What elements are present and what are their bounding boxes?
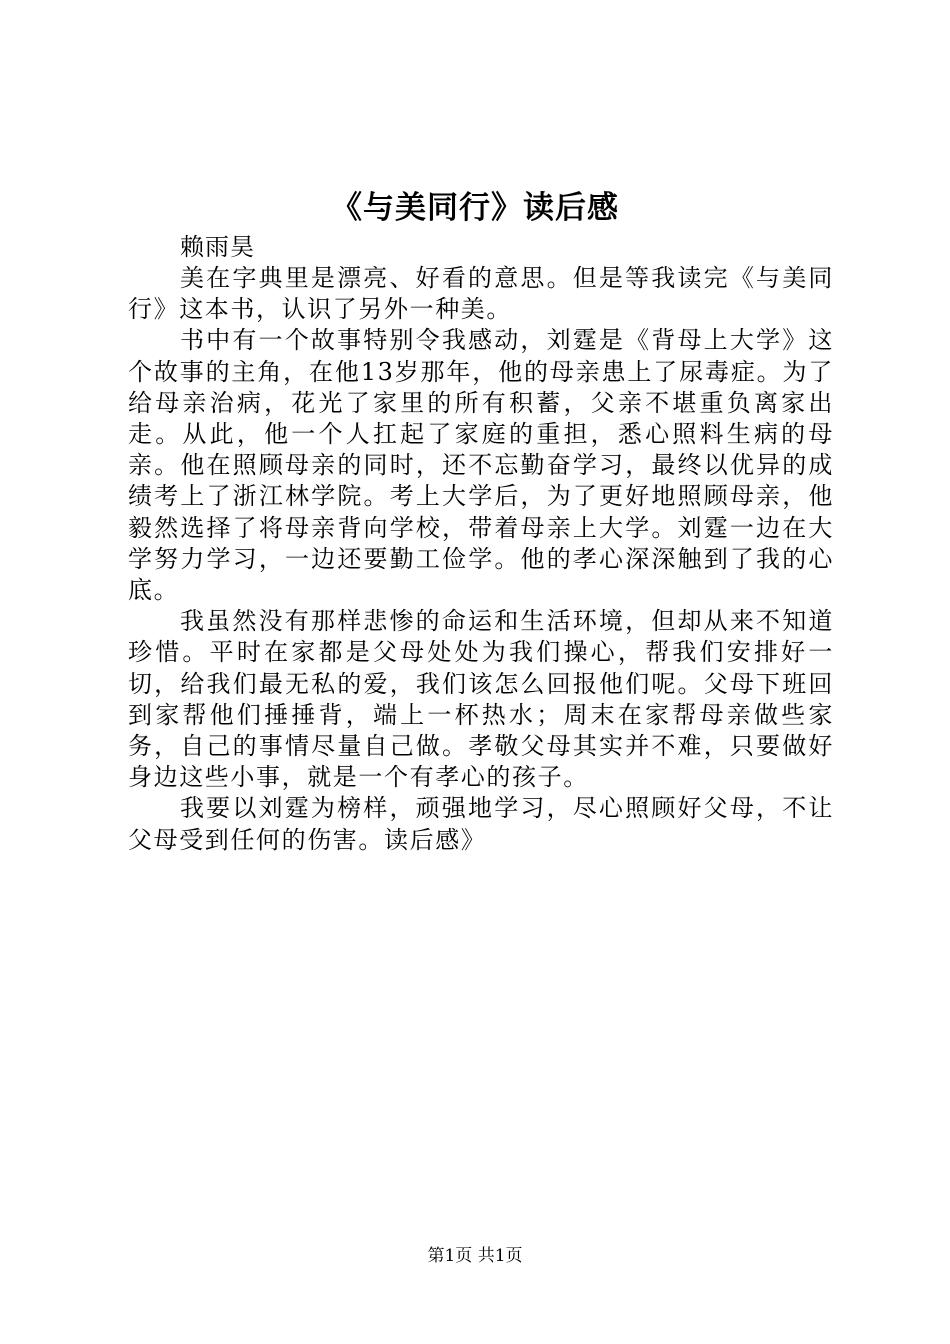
paragraph-2: 书中有一个故事特别令我感动，刘霆是《背母上大学》这个故事的主角，在他13岁那年，他的母亲患上了尿毒症。为了给母亲治病，花光了家里的所有积蓄，父亲不堪重负离家出走。从此，他一个人扛起了家庭的重担，悉心照料生病的母亲。他在照顾母亲的同时，还不忘勤奋学习，最终以优异的成绩考上了浙江林学院。考上大学后，为了更好地照顾母亲，他毅然选择了将母亲背向学校，带着母亲上大学。刘霆一边在大学努力学习，一边还要勤工俭学。他的孝心深深触到了我的心底。 (128, 326, 834, 605)
paragraph-4: 我要以刘霆为榜样，顽强地学习，尽心照顾好父母，不让父母受到任何的伤害。读后感》 (128, 794, 834, 854)
paragraph-1: 美在字典里是漂亮、好看的意思。但是等我读完《与美同行》这本书，认识了另外一种美。 (128, 264, 834, 324)
page-footer: 第1页 共1页 (427, 1246, 523, 1266)
document-title: 《与美同行》读后感 (331, 190, 619, 226)
paragraph-3: 我虽然没有那样悲惨的命运和生活环境，但却从来不知道珍惜。平时在家都是父母处处为我们操心，帮我们安排好一切，给我们最无私的爱，我们该怎么回报他们呢。父母下班回到家帮他们捶捶背，端上一杯热水；周末在家帮母亲做些家务，自己的事情尽量自己做。孝敬父母其实并不难，只要做好身边这些小事，就是一个有孝心的孩子。 (128, 607, 834, 792)
author-name: 赖雨昊 (180, 233, 255, 261)
document-body (128, 232, 834, 856)
